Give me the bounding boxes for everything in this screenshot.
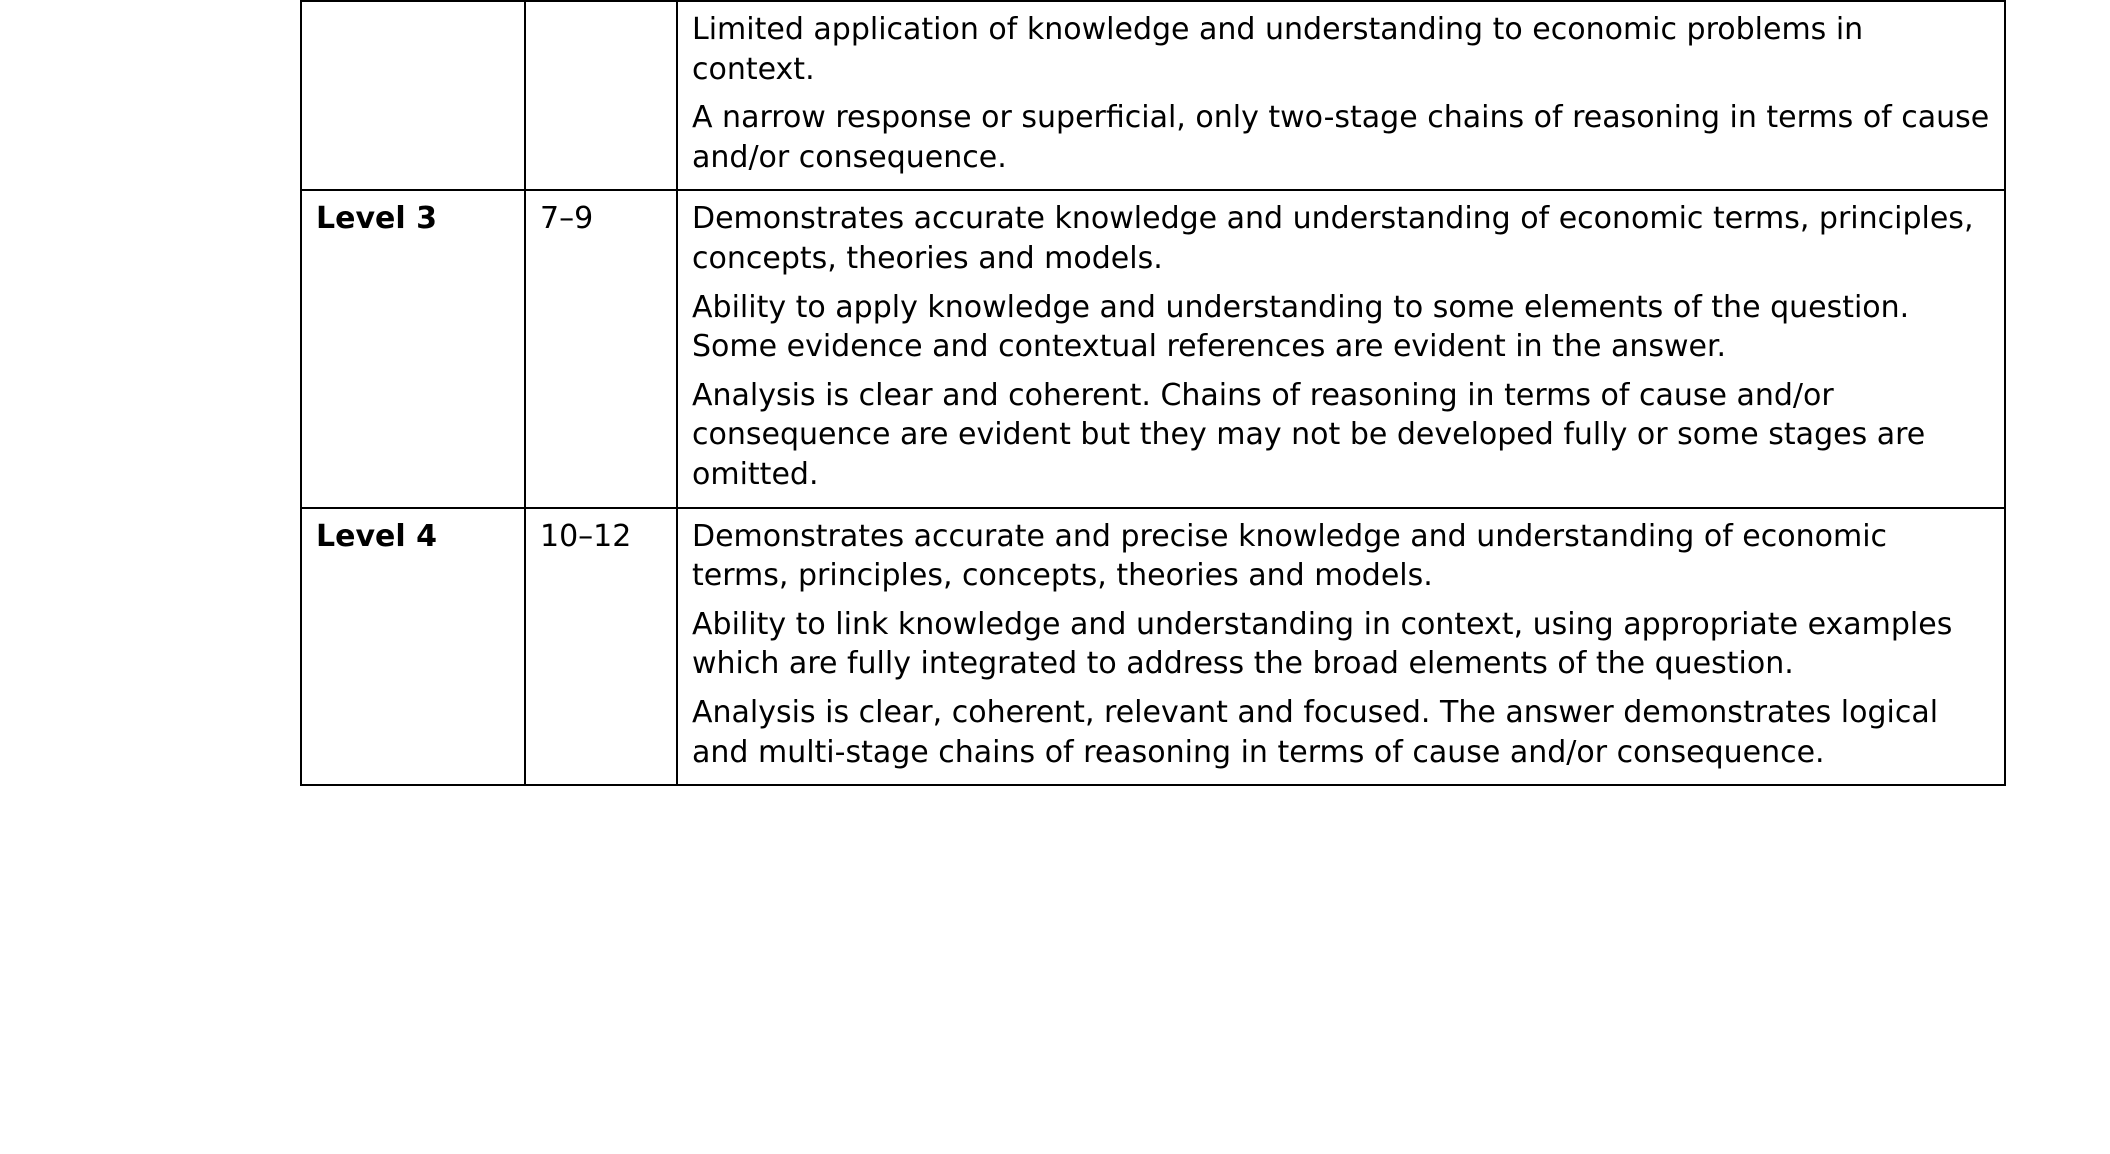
marks-cell: 7–9 [525, 190, 677, 507]
table-row [301, 508, 2005, 786]
level-descriptor-table [300, 0, 2006, 786]
description-paragraph: Demonstrates accurate and precise knowledge and understanding of economic terms, principles, concepts, theories and models. [692, 518, 1888, 594]
level-cell: Level 3 [301, 190, 525, 507]
description-cell [677, 190, 2005, 507]
description-paragraph: Ability to apply knowledge and understanding to some elements of the question. Some evidence and contextual references are evident in the answer. [692, 289, 1910, 365]
description-paragraph: Analysis is clear and coherent. Chains of reasoning in terms of cause and/or consequence are evident but they may not be developed fully or some stages are omitted. [692, 377, 1926, 492]
marks-cell [525, 1, 677, 190]
table-row [301, 190, 2005, 507]
description-paragraph: Limited application of knowledge and understanding to economic problems in context. [692, 12, 1864, 87]
level-cell: Level 4 [301, 508, 525, 786]
description-paragraph: Ability to link knowledge and understanding in context, using appropriate examples which are fully integrated to address the broad elements of the question. [692, 606, 1953, 682]
marks-cell: 10–12 [525, 508, 677, 786]
description-cell [677, 1, 2005, 190]
description-paragraph: A narrow response or superficial, only two-stage chains of reasoning in terms of cause and/or consequence. [692, 100, 1990, 175]
description-cell [677, 508, 2005, 786]
description-paragraph: Analysis is clear, coherent, relevant and focused. The answer demonstrates logical and multi-stage chains of reasoning in terms of cause and/or consequence. [692, 694, 1939, 770]
table-body [301, 1, 2005, 785]
description-paragraph: Demonstrates accurate knowledge and understanding of economic terms, principles, concepts, theories and models. [692, 201, 1974, 276]
table-row [301, 1, 2005, 190]
level-descriptor-table-wrapper [300, 0, 2004, 786]
level-cell [301, 1, 525, 190]
